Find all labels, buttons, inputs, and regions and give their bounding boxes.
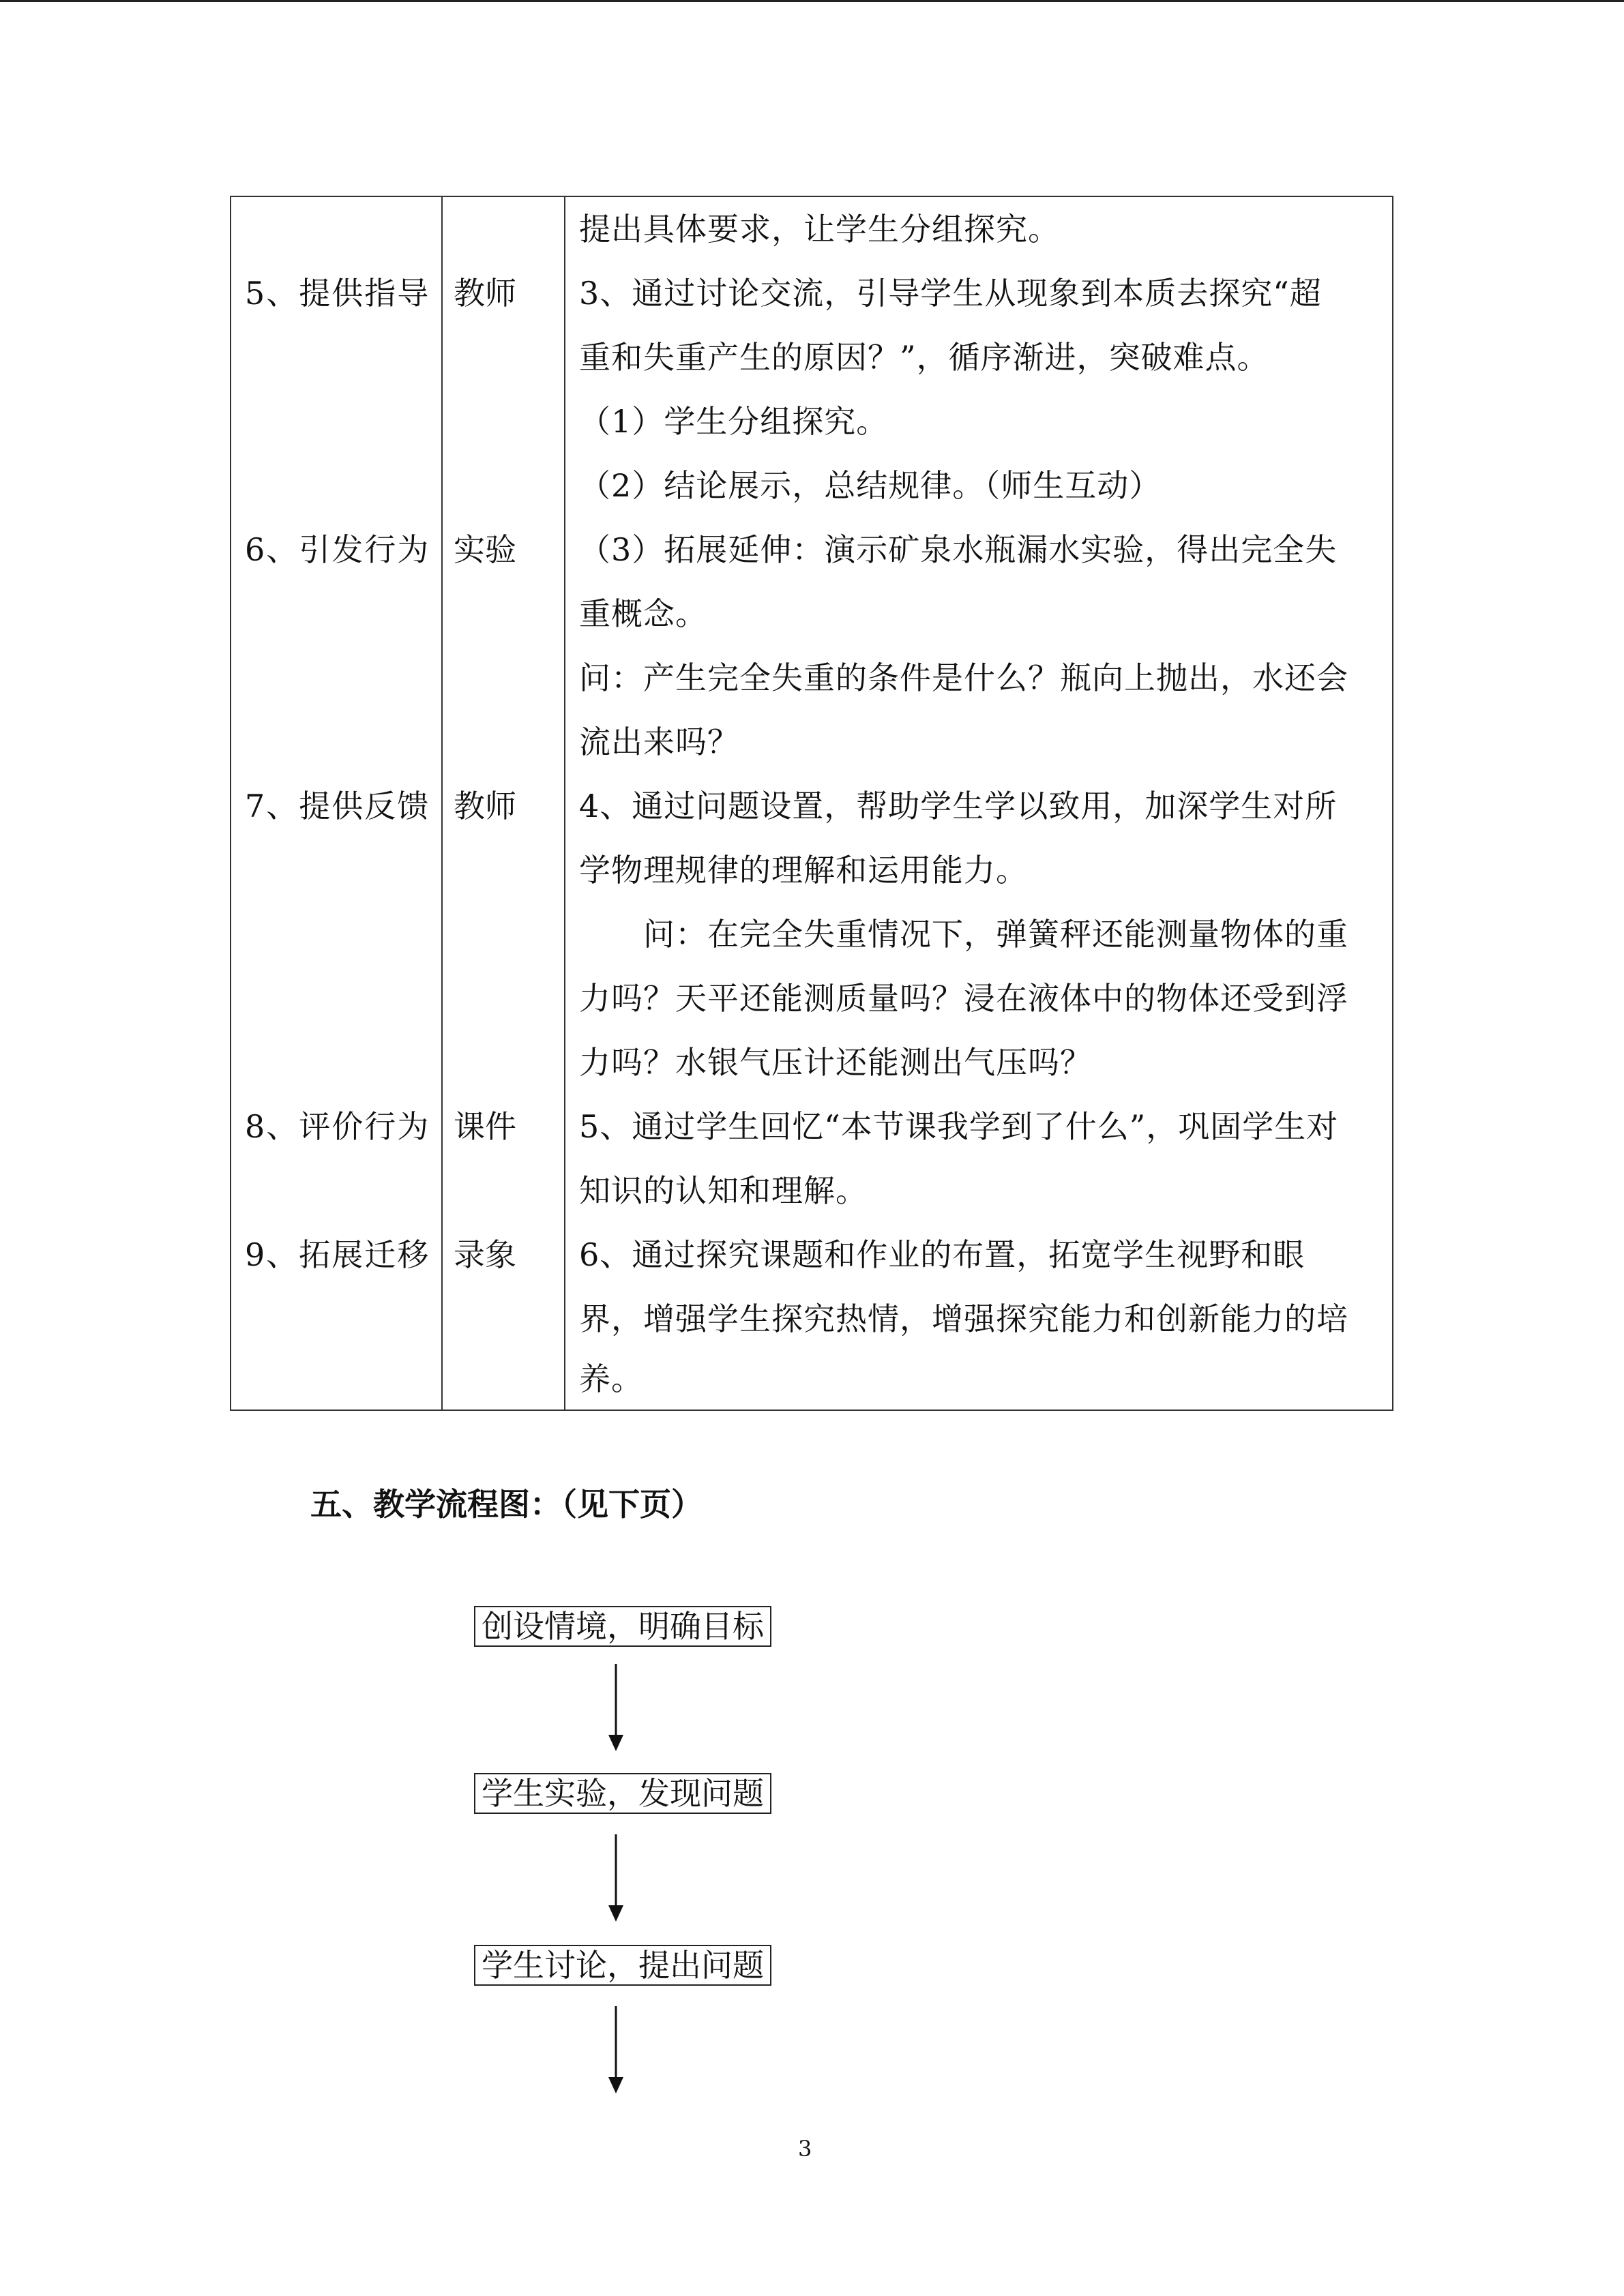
content-cell: 4、通过问题设置，帮助学生学以致用，加深学生对所	[579, 788, 1338, 824]
actor-cell	[444, 325, 526, 389]
step-cell	[245, 1287, 436, 1351]
flow-step-1: 创设情境，明确目标	[474, 1606, 771, 1647]
table-row	[231, 261, 1395, 325]
section-heading: 五、教学流程图：（见下页）	[310, 1486, 703, 1523]
arrow-down-icon	[607, 2006, 625, 2095]
content-cell: 力吗？天平还能测质量吗？浸在液体中的物体还受到浮	[579, 980, 1348, 1017]
actor-cell	[444, 1030, 526, 1094]
content-cell: 重概念。	[579, 595, 707, 632]
table-row	[231, 966, 1395, 1030]
table-row	[231, 1159, 1395, 1223]
table-row	[231, 838, 1395, 902]
step-cell	[245, 325, 436, 389]
actor-cell	[444, 646, 526, 710]
table-row	[231, 710, 1395, 774]
step-cell: 9、拓展迁移	[245, 1236, 430, 1273]
content-cell: 知识的认知和理解。	[579, 1172, 868, 1209]
actor-cell	[444, 710, 526, 774]
content-cell: 问：产生完全失重的条件是什么？瓶向上抛出，水还会	[579, 659, 1348, 696]
content-cell: 界，增强学生探究热情，增强探究能力和创新能力的培	[579, 1300, 1348, 1337]
step-cell	[245, 1347, 436, 1411]
content-cell: （1）学生分组探究。	[579, 403, 889, 440]
step-cell	[245, 389, 436, 453]
actor-cell	[444, 453, 526, 518]
step-cell	[245, 1030, 436, 1094]
table-row	[231, 1094, 1395, 1159]
actor-cell: 课件	[454, 1108, 516, 1145]
table-row	[231, 518, 1395, 582]
table-row	[231, 1223, 1395, 1287]
step-cell: 6、引发行为	[245, 531, 430, 568]
page-top-border	[0, 0, 1624, 2]
table-row	[231, 1347, 1395, 1411]
content-cell: 问：在完全失重情况下，弹簧秤还能测量物体的重	[579, 916, 1348, 953]
table-row	[231, 902, 1395, 966]
content-cell: （2）结论展示，总结规律。（师生互动）	[579, 467, 1162, 504]
step-cell: 8、评价行为	[245, 1108, 430, 1145]
step-cell: 5、提供指导	[245, 275, 430, 312]
step-cell	[245, 453, 436, 518]
step-cell	[245, 582, 436, 646]
actor-cell	[444, 389, 526, 453]
actor-cell: 实验	[454, 531, 516, 568]
table-row	[231, 582, 1395, 646]
actor-cell	[444, 838, 526, 902]
step-cell	[245, 1159, 436, 1223]
actor-cell: 录象	[454, 1236, 516, 1273]
step-cell	[245, 902, 436, 966]
actor-cell	[444, 197, 526, 261]
flow-step-2: 学生实验，发现问题	[474, 1773, 771, 1814]
table-row	[231, 646, 1395, 710]
content-cell: 养。	[579, 1360, 643, 1397]
table-row	[231, 453, 1395, 518]
step-cell: 7、提供反馈	[245, 788, 430, 824]
actor-cell	[444, 1347, 526, 1411]
page-number: 3	[798, 2136, 812, 2162]
content-cell: 5、通过学生回忆“本节课我学到了什么”，巩固学生对	[579, 1108, 1339, 1145]
table-row	[231, 325, 1395, 389]
table-row	[231, 197, 1395, 261]
teaching-table	[230, 196, 1393, 1411]
table-row	[231, 389, 1395, 453]
arrow-down-icon	[607, 1834, 625, 1923]
table-row	[231, 1287, 1395, 1351]
flow-step-3: 学生讨论，提出问题	[474, 1945, 771, 1986]
actor-cell	[444, 966, 526, 1030]
content-cell: 力吗？水银气压计还能测出气压吗？	[579, 1044, 1092, 1081]
content-cell: （3）拓展延伸：演示矿泉水瓶漏水实验，得出完全失	[579, 531, 1338, 568]
content-cell: 提出具体要求，让学生分组探究。	[579, 211, 1060, 248]
content-cell: 流出来吗？	[579, 724, 739, 760]
step-cell	[245, 710, 436, 774]
actor-cell	[444, 582, 526, 646]
actor-cell: 教师	[454, 788, 516, 824]
step-cell	[245, 197, 436, 261]
actor-cell	[444, 1287, 526, 1351]
step-cell	[245, 646, 436, 710]
content-cell: 学物理规律的理解和运用能力。	[579, 852, 1028, 889]
table-row	[231, 1030, 1395, 1094]
actor-cell: 教师	[454, 275, 516, 312]
content-cell: 重和失重产生的原因？”，循序渐进，突破难点。	[579, 339, 1269, 376]
table-row	[231, 774, 1395, 838]
actor-cell	[444, 1159, 526, 1223]
arrow-down-icon	[607, 1664, 625, 1753]
actor-cell	[444, 902, 526, 966]
content-cell: 3、通过讨论交流，引导学生从现象到本质去探究“超	[579, 275, 1322, 312]
step-cell	[245, 966, 436, 1030]
step-cell	[245, 838, 436, 902]
content-cell: 6、通过探究课题和作业的布置，拓宽学生视野和眼	[579, 1236, 1305, 1273]
